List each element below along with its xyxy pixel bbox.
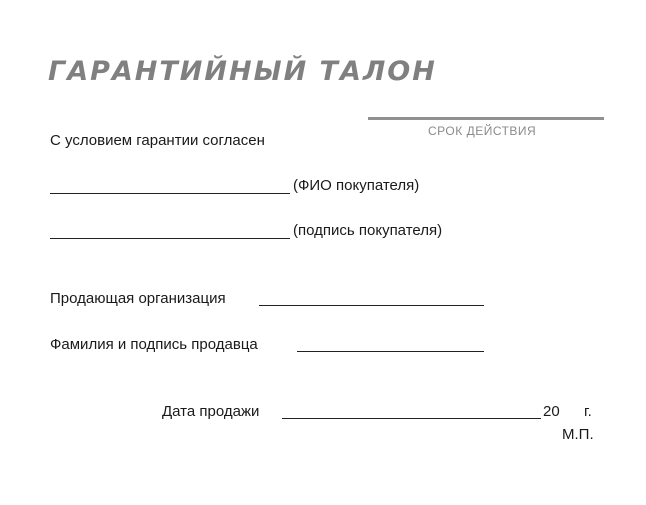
buyer-name-field[interactable] — [50, 193, 290, 194]
agreement-text: С условием гарантии согласен — [50, 132, 265, 149]
seller-name-label: Фамилия и подпись продавца — [50, 336, 258, 353]
sale-date-field[interactable] — [282, 418, 541, 419]
stamp-place-label: М.П. — [562, 426, 594, 443]
buyer-signature-label: (подпись покупателя) — [293, 222, 443, 239]
seller-org-label: Продающая организация — [50, 290, 226, 307]
seller-name-field[interactable] — [297, 351, 484, 352]
warranty-title: ГАРАНТИЙНЫЙ ТАЛОН — [48, 56, 437, 87]
year-prefix: 20 — [543, 403, 560, 420]
sale-date-label: Дата продажи — [162, 403, 260, 420]
year-suffix: г. — [584, 403, 592, 420]
buyer-name-label: (ФИО покупателя) — [293, 177, 420, 194]
buyer-signature-field[interactable] — [50, 238, 290, 239]
validity-period-line — [368, 117, 604, 120]
validity-period-label: СРОК ДЕЙСТВИЯ — [428, 124, 537, 138]
seller-org-field[interactable] — [259, 305, 484, 306]
